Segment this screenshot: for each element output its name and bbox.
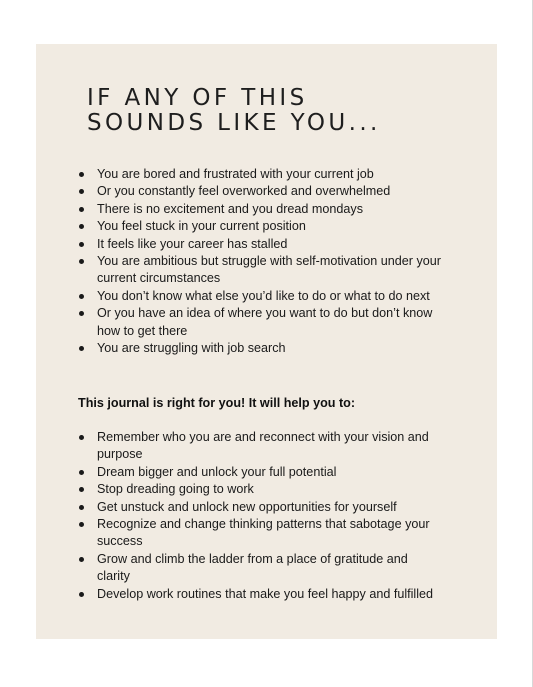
list-item: Or you have an idea of where you want to do but don’t know how to get there <box>73 305 443 340</box>
benefits-list <box>73 429 443 603</box>
content-card <box>36 44 497 639</box>
list-item: Or you constantly feel overworked and overwhelmed <box>73 183 443 200</box>
list-item: You don’t know what else you’d like to do or what to do next <box>73 288 443 305</box>
list-item: Dream bigger and unlock your full potential <box>73 464 443 481</box>
section-subheading: This journal is right for you! It will help you to: <box>78 396 356 410</box>
list-item: You feel stuck in your current position <box>73 218 443 235</box>
page-title <box>87 86 381 136</box>
list-item: Develop work routines that make you feel happy and fulfilled <box>73 586 443 603</box>
list-item: Grow and climb the ladder from a place of gratitude and clarity <box>73 551 443 586</box>
list-item: You are ambitious but struggle with self-motivation under your current circumstances <box>73 253 443 288</box>
page-title-line-2: SOUNDS LIKE YOU... <box>87 110 381 136</box>
list-item: Get unstuck and unlock new opportunities for yourself <box>73 499 443 516</box>
list-item: You are struggling with job search <box>73 340 443 357</box>
list-item: There is no excitement and you dread mondays <box>73 201 443 218</box>
list-item: It feels like your career has stalled <box>73 236 443 253</box>
symptoms-list <box>73 166 443 357</box>
list-item: You are bored and frustrated with your current job <box>73 166 443 183</box>
page-title-line-1: IF ANY OF THIS <box>87 85 308 111</box>
list-item: Recognize and change thinking patterns that sabotage your success <box>73 516 443 551</box>
list-item: Stop dreading going to work <box>73 481 443 498</box>
list-item: Remember who you are and reconnect with your vision and purpose <box>73 429 443 464</box>
